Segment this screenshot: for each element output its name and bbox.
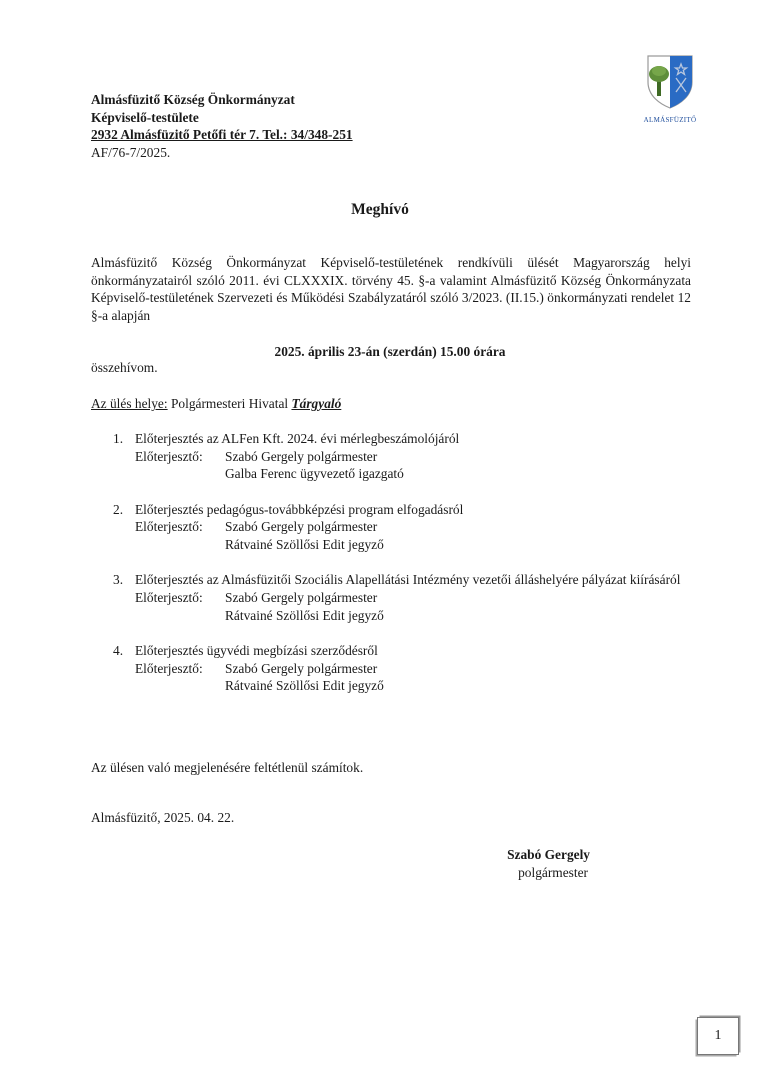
coat-of-arms-icon: [640, 52, 700, 110]
agenda-number: 3.: [113, 572, 124, 588]
meeting-date: 2025. április 23-án (szerdán) 15.00 órára: [274, 344, 506, 359]
presenter-label: Előterjesztő:: [135, 519, 203, 535]
presenter: Szabó Gergely polgármester: [225, 448, 378, 464]
agenda-title: Előterjesztés pedagógus-továbbképzési program elfogadásról: [135, 501, 464, 517]
agenda-title: Előterjesztés ügyvédi megbízási szerződésről: [135, 642, 378, 658]
presenter-label: Előterjesztő:: [135, 448, 203, 464]
signature-block: [460, 846, 590, 881]
place-label: Az ülés helye:: [91, 396, 168, 411]
place-room: Tárgyaló: [291, 396, 342, 411]
signatory-name: Szabó Gergely: [507, 847, 590, 862]
place-and-date: Almásfüzitő, 2025. 04. 22.: [91, 810, 235, 825]
agenda-item: [113, 501, 703, 554]
agenda-number: 2.: [113, 501, 124, 517]
org-body: Képviselő-testülete: [91, 109, 199, 125]
municipal-crest: [640, 52, 700, 124]
page-number: 1: [697, 1017, 739, 1055]
agenda-number: 1.: [113, 431, 124, 446]
org-name: Almásfüzitő Község Önkormányzat: [91, 92, 295, 107]
presenter: Szabó Gergely polgármester: [225, 589, 378, 605]
document-title: Meghívó: [351, 201, 409, 218]
presenter-label: Előterjesztő:: [135, 660, 203, 676]
signatory-role: polgármester: [518, 864, 588, 880]
presenter: Galba Ferenc ügyvezető igazgató: [225, 466, 404, 482]
presenter: Szabó Gergely polgármester: [225, 519, 378, 535]
presenter: Rátvainé Szöllősi Edit jegyző: [225, 537, 384, 553]
crest-label: ALMÁSFÜZITŐ: [643, 116, 697, 124]
agenda-number: 4.: [113, 642, 124, 658]
place-venue: Polgármesteri Hivatal: [170, 396, 289, 411]
convene-text: összehívom.: [91, 360, 158, 375]
presenter: Rátvainé Szöllősi Edit jegyző: [225, 607, 384, 623]
presenter: Szabó Gergely polgármester: [225, 660, 378, 676]
closing-sentence: Az ülésen való megjelenésére feltétlenül számítok.: [91, 760, 364, 775]
agenda-list: [113, 430, 703, 712]
presenter: Rátvainé Szöllősi Edit jegyző: [225, 678, 384, 694]
reference-number: AF/76-7/2025.: [91, 144, 171, 160]
org-address: 2932 Almásfüzitő Petőfi tér 7. Tel.: 34/348-251: [91, 127, 353, 142]
agenda-item: [113, 571, 703, 624]
agenda-title: Előterjesztés az Almásfüzitői Szociális Alapellátási Intézmény vezetői álláshelyére pályázat kiírásáról: [135, 572, 681, 588]
presenter-label: Előterjesztő:: [135, 589, 203, 605]
agenda-title: Előterjesztés az ALFen Kft. 2024. évi mérlegbeszámolójáról: [135, 431, 460, 446]
agenda-item: [113, 642, 703, 695]
letterhead: [91, 91, 353, 161]
meeting-place: [91, 396, 341, 412]
intro-paragraph: Almásfüzitő Község Önkormányzat Képviselő-testületének rendkívüli ülését Magyarország helyi önkormányzatairól szóló 2011. évi CLXXXIX. törvény 45. §-a valamint Almásfüzitő Község Önkormányzata Képviselő-testületének Szervezeti és Működési Szabályzatáról szóló 3/2023. (II.15.) önkormányzati rendelet 12 §-a alapján: [91, 255, 691, 323]
agenda-item: [113, 430, 703, 483]
